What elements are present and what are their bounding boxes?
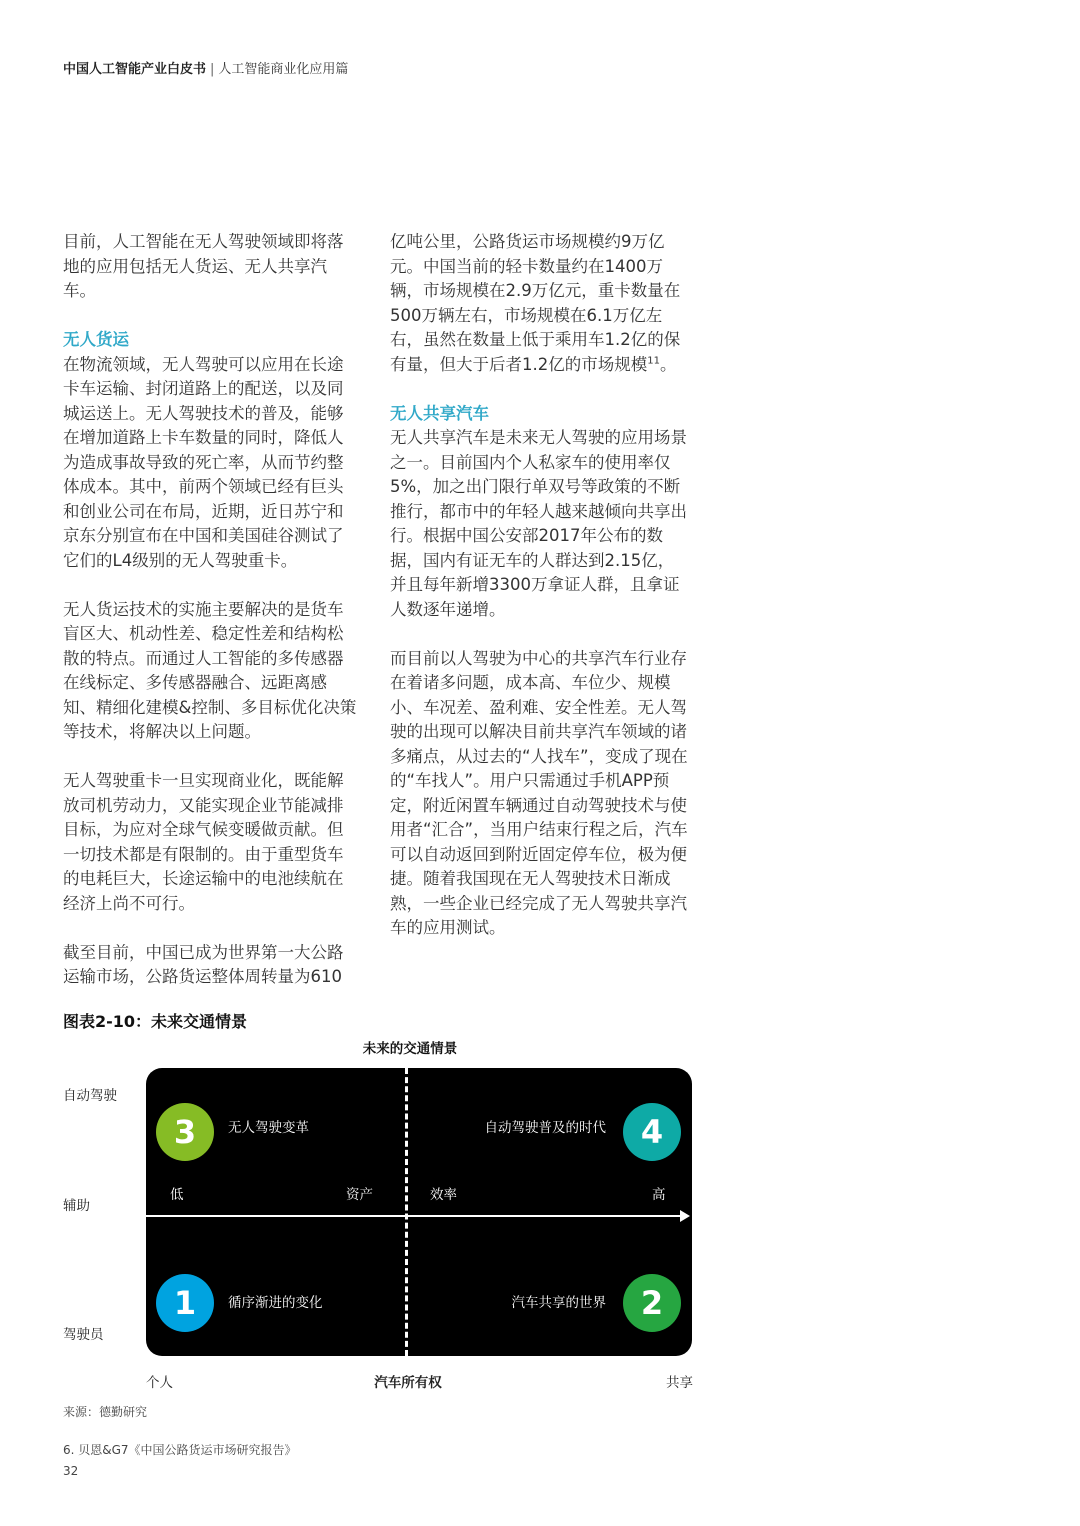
quadrant-badge-3: 3 xyxy=(156,1103,214,1161)
header-title: 中国人工智能产业白皮书 xyxy=(63,62,207,77)
paragraph: 无人货运技术的实施主要解决的是货车盲区大、机动性差、稳定性差和结构松散的特点。而通过人工智能的多传感器在线标定、多传感器融合、远距离感知、精细化建模&控制、多目标优化决策等技术，将解决以上问题。 xyxy=(63,599,357,741)
paragraph: 无人驾驶重卡一旦实现商业化，既能解放司机劳动力，又能实现企业节能减排目标，为应对全球气候变暖做贡献。但一切技术都是有限制的。由于重型货车的电耗巨大，长途运输中的电池续航在经济上尚不可行。 xyxy=(63,771,344,913)
arrow-right-icon xyxy=(680,1210,690,1222)
section-heading-shared-cars: 无人共享汽车 xyxy=(390,403,489,423)
paragraph: 在物流领域，无人驾驶可以应用在长途卡车运输、封闭道路上的配送，以及同城运送上。无人驾驶技术的普及，能够在增加道路上卡车数量的同时，降低人为造成事故导致的死亡率，从而节约整体成本。其中，前两个领域已经有巨头和创业公司在布局，近期，近日苏宁和京东分别宣布在中国和美国硅谷测试了它们的L4级别的无人驾驶重卡。 xyxy=(63,354,344,570)
paragraph: 而目前以人驾驶为中心的共享汽车行业存在着诸多问题，成本高、车位少、规模小、车况差、盈利难、安全性差。无人驾驶的出现可以解决目前共享汽车领域的诸多痛点，从过去的“人找车”，变成了现在的“车找人”。用户只需通过手机APP预定，附近闲置车辆通过自动驾驶技术与使用者“汇合”，当用户结束行程之后，汽车可以自动返回到附近固定停车位，极为便捷。随着我国现在无人驾驶技术日渐成熟，一些企业已经完成了无人驾驶共享汽车的应用测试。 xyxy=(390,648,688,937)
footnote: 6. 贝恩&G7《中国公路货运市场研究报告》 xyxy=(63,1443,297,1457)
paragraph: 无人共享汽车是未来无人驾驶的应用场景之一。目前国内个人私家车的使用率仅5%，加之出门限行单双号等政策的不断推行，都市中的年轻人越来越倾向共享出行。根据中国公安部2017年公布的数据，国内有证无车的人群达到2.15亿，并且每年新增3300万拿证人群，且拿证人数逐年递增。 xyxy=(390,428,687,619)
midline-label-asset: 资产 xyxy=(346,1187,373,1203)
midline-label-low: 低 xyxy=(170,1187,184,1203)
y-label-assisted: 辅助 xyxy=(63,1198,90,1214)
quadrant-label-2: 汽车共享的世界 xyxy=(511,1295,606,1311)
quadrant-badge-2: 2 xyxy=(623,1274,681,1332)
paragraph xyxy=(390,230,690,377)
x-label-shared: 共享 xyxy=(666,1375,693,1391)
right-column xyxy=(390,230,690,965)
left-column xyxy=(63,230,359,1014)
paragraph: 截至目前，中国已成为世界第一大公路运输市场，公路货运整体周转量为610 xyxy=(63,942,344,986)
y-label-autonomous: 自动驾驶 xyxy=(63,1088,117,1104)
paragraph-text: 亿吨公里，公路货运市场规模约9万亿元。中国当前的轻卡数量约在1400万辆，市场规模在2.9万亿元，重卡数量在500万辆左右，市场规模在6.1万亿左右，虽然在数量上低于乘用车1.2亿的保有量，但大于后者1.2亿的市场规模 xyxy=(390,232,681,374)
horizontal-axis-line xyxy=(146,1215,682,1217)
figure-source: 来源：德勤研究 xyxy=(63,1405,148,1419)
midline-label-high: 高 xyxy=(652,1187,666,1203)
figure-label: 图表2-10：未来交通情景 xyxy=(63,1012,248,1031)
paragraph-end: 。 xyxy=(659,354,677,374)
page-header xyxy=(63,58,348,77)
intro-paragraph: 目前，人工智能在无人驾驶领域即将落地的应用包括无人货运、无人共享汽车。 xyxy=(63,232,344,300)
vertical-divider xyxy=(405,1068,408,1356)
header-subtitle: 人工智能商业化应用篇 xyxy=(218,62,349,77)
y-label-driver: 驾驶员 xyxy=(63,1327,104,1343)
header-separator: | xyxy=(210,62,215,77)
section-heading-unmanned-freight: 无人货运 xyxy=(63,330,129,349)
footnote-ref: 11 xyxy=(647,355,660,366)
quadrant-label-1: 循序渐进的变化 xyxy=(228,1295,323,1311)
quadrant-badge-4: 4 xyxy=(623,1103,681,1161)
midline-label-efficiency: 效率 xyxy=(430,1187,457,1203)
page-number: 32 xyxy=(63,1464,79,1478)
x-label-individual: 个人 xyxy=(146,1375,173,1391)
quadrant-panel xyxy=(146,1068,692,1356)
quadrant-label-4: 自动驾驶普及的时代 xyxy=(484,1120,606,1136)
quadrant-badge-1: 1 xyxy=(156,1274,214,1332)
chart-title: 未来的交通情景 xyxy=(362,1041,458,1057)
x-axis-title: 汽车所有权 xyxy=(374,1375,442,1391)
quadrant-label-3: 无人驾驶变革 xyxy=(228,1120,309,1136)
